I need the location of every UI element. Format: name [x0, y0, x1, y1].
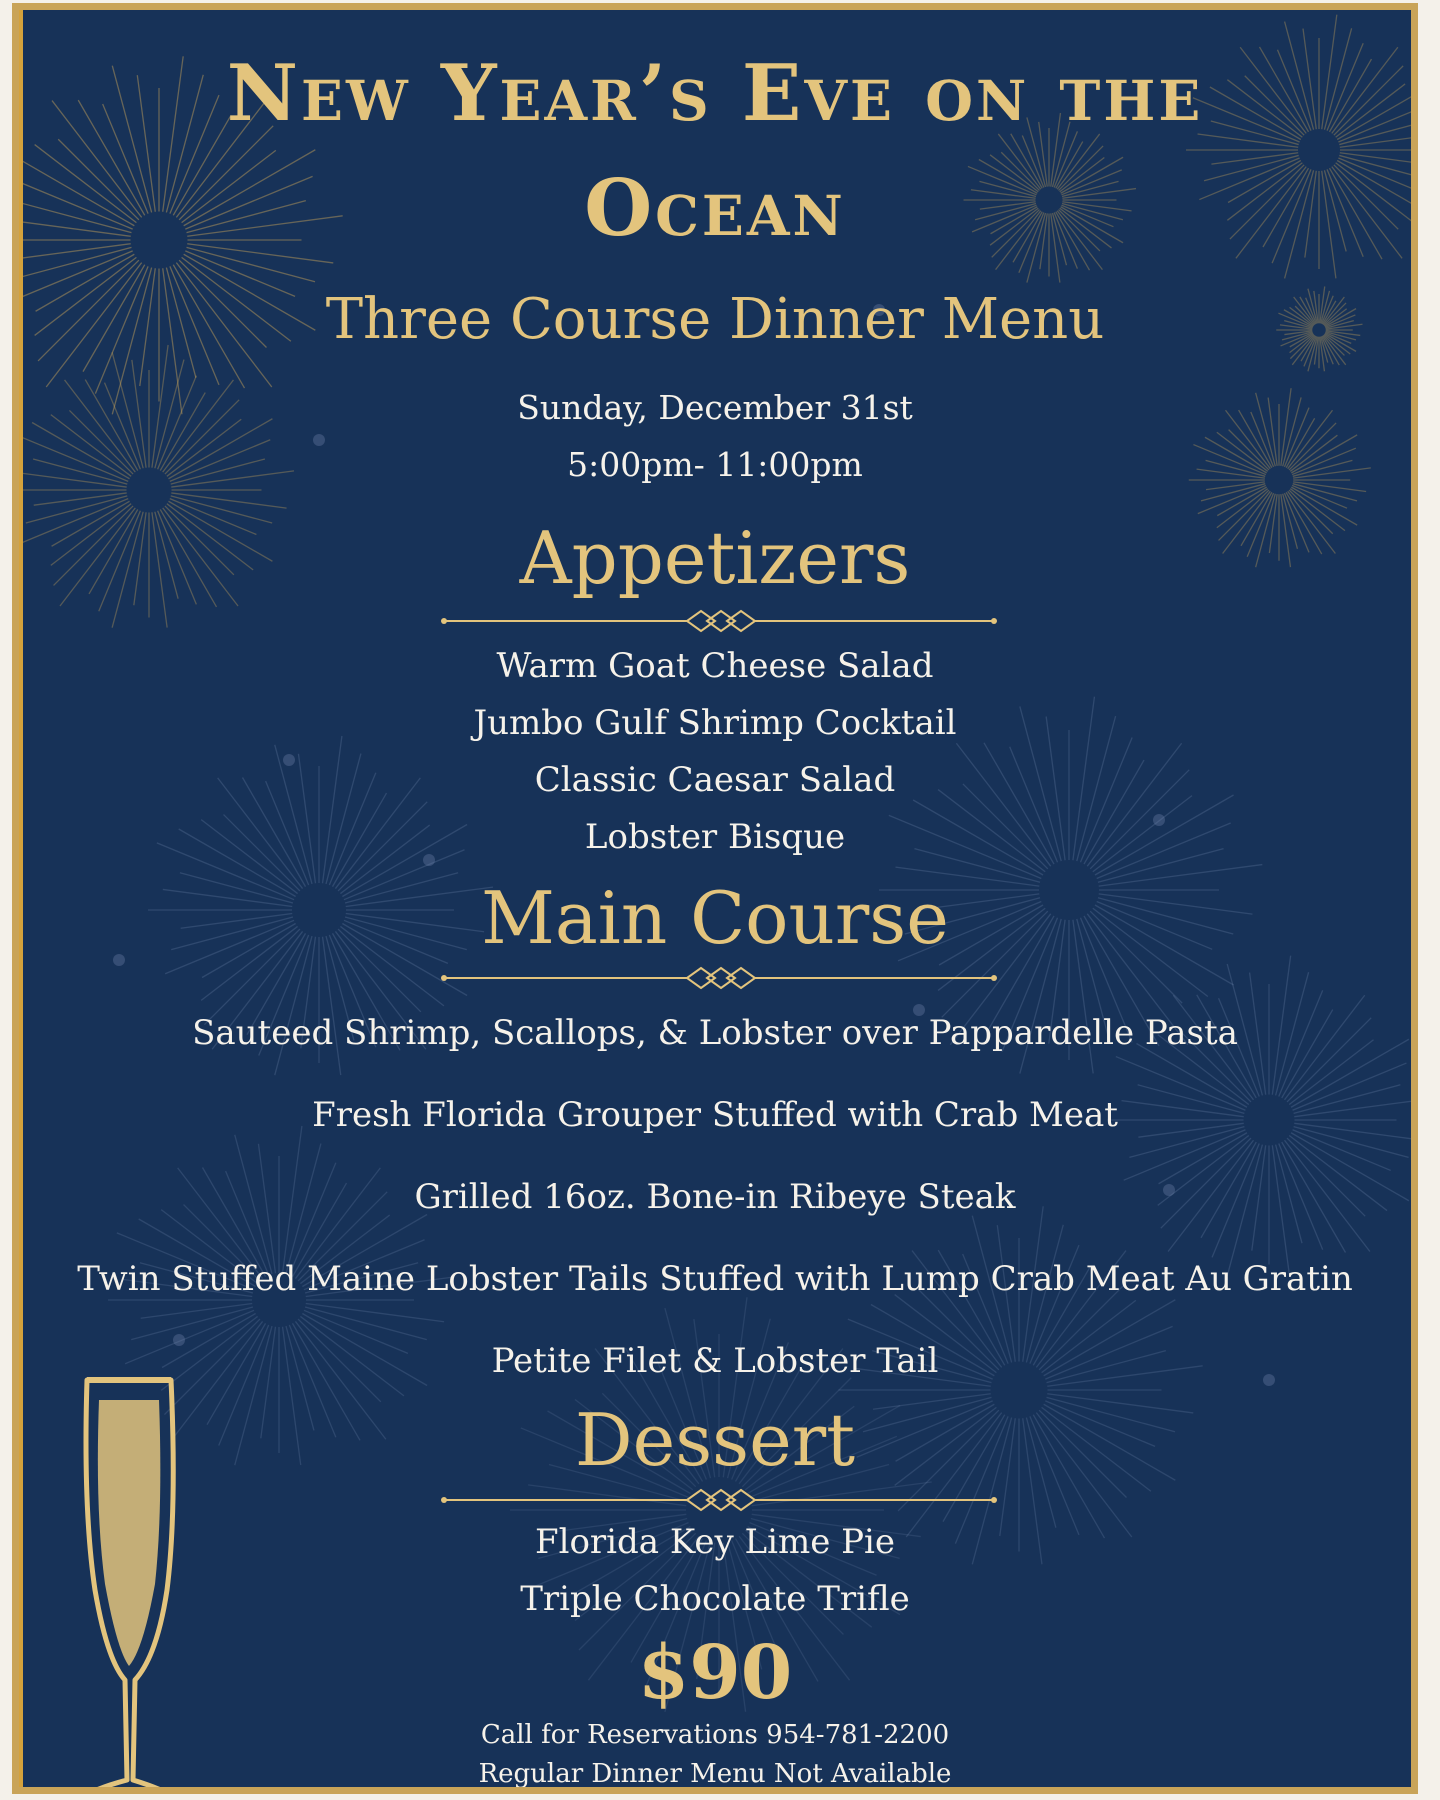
ornament-divider [439, 606, 999, 636]
menu-note: Regular Dinner Menu Not Available [478, 1759, 952, 1789]
menu-item: Twin Stuffed Maine Lobster Tails Stuffed with Lump Crab Meat Au Gratin [77, 1259, 1353, 1299]
menu-item: Petite Filet & Lobster Tail [491, 1341, 939, 1381]
menu-item: Lobster Bisque [584, 817, 846, 857]
menu-poster [12, 3, 1418, 1794]
champagne-glass-icon [73, 1360, 183, 1794]
event-date: Sunday, December 31st [517, 388, 913, 427]
title-line-2: Ocean [584, 163, 846, 254]
event-time: 5:00pm- 11:00pm [567, 445, 863, 484]
menu-subtitle: Three Course Dinner Menu [325, 287, 1105, 352]
menu-item: Classic Caesar Salad [534, 760, 896, 800]
menu-item: Fresh Florida Grouper Stuffed with Crab Meat [312, 1095, 1118, 1135]
price: $90 [637, 1630, 793, 1716]
menu-item: Jumbo Gulf Shrimp Cocktail [473, 703, 957, 743]
main-course-heading: Main Course [481, 876, 949, 960]
dessert-heading: Dessert [574, 1398, 856, 1482]
menu-item: Triple Chocolate Trifle [520, 1579, 910, 1619]
menu-item: Grilled 16oz. Bone-in Ribeye Steak [414, 1177, 1016, 1217]
reservation-info: Call for Reservations 954-781-2200 [480, 1720, 950, 1750]
menu-item: Sauteed Shrimp, Scallops, & Lobster over Pappardelle Pasta [192, 1013, 1238, 1053]
appetizers-heading: Appetizers [519, 516, 911, 600]
menu-item: Warm Goat Cheese Salad [496, 646, 934, 686]
ornament-divider [439, 963, 999, 993]
menu-item: Florida Key Lime Pie [534, 1522, 896, 1562]
title-line-1: New Year’s Eve on the [226, 48, 1204, 139]
ornament-divider [439, 1485, 999, 1515]
